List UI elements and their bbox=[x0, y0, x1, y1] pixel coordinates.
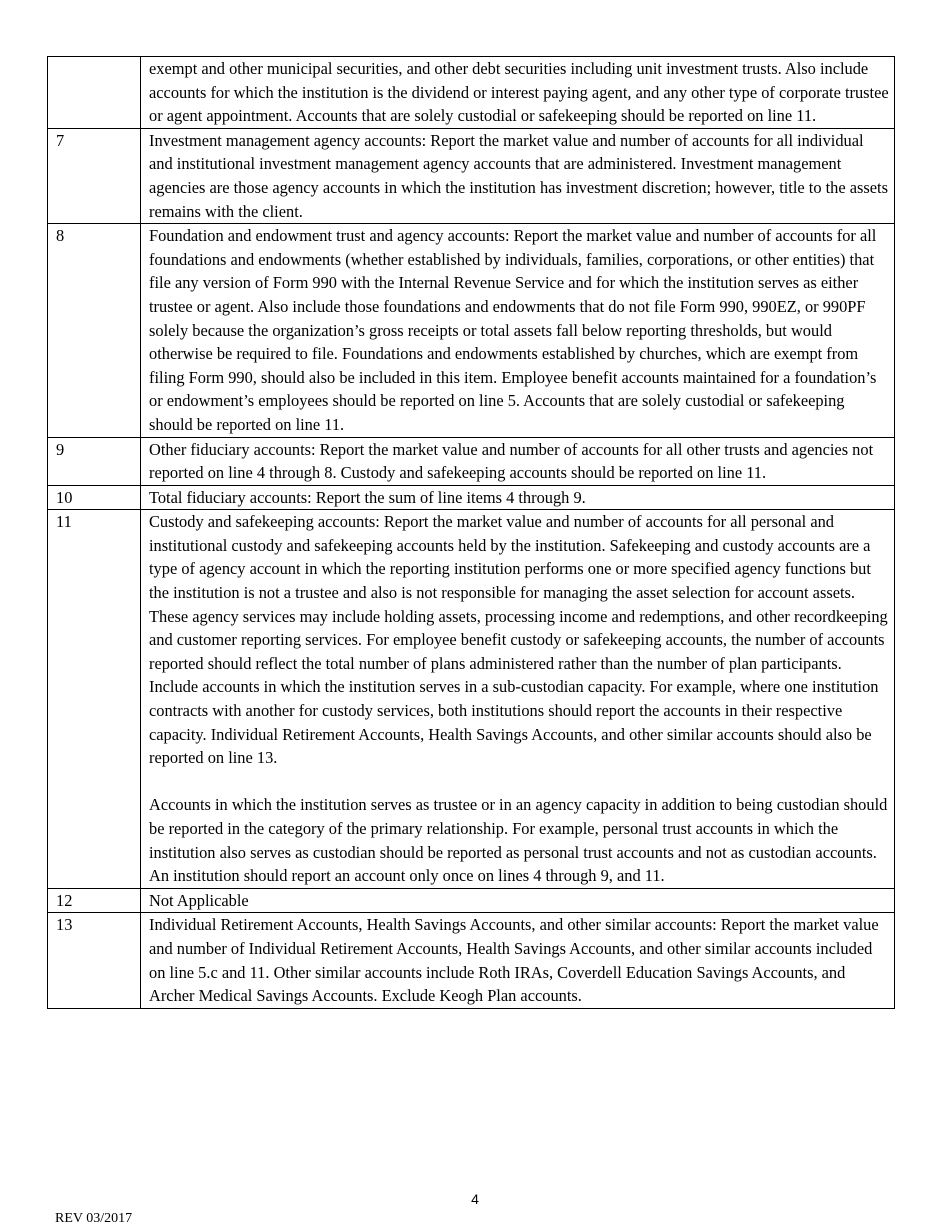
table-row bbox=[48, 485, 895, 510]
line-number: 11 bbox=[48, 510, 141, 889]
line-number bbox=[48, 57, 141, 129]
line-number: 10 bbox=[48, 485, 141, 510]
line-description bbox=[141, 224, 895, 437]
line-number: 8 bbox=[48, 224, 141, 437]
instructions-table bbox=[47, 56, 895, 1009]
line-number: 12 bbox=[48, 888, 141, 913]
line-description bbox=[141, 485, 895, 510]
description-paragraph: Foundation and endowment trust and agency accounts: Report the market value and number of accounts for all foundations and endowments (whether established by individuals, families, corporations, or other entities) that file any version of Form 990 with the Internal Revenue Service and for which the institution serves as either trustee or agent. Also include those foundations and endowments that do not file Form 990, 990EZ, or 990PF solely because the organization’s gross receipts or total assets fall below reporting thresholds, but would otherwise be required to file. Foundations and endowments established by churches, which are exempt from filing Form 990, should also be included in this item. Employee benefit accounts maintained for a foundation’s or endowment’s employees should be reported on line 5. Accounts that are solely custodial or safekeeping should be reported on line 11. bbox=[149, 226, 877, 434]
description-paragraph: Investment management agency accounts: Report the market value and number of accounts for all individual and institutional investment management agency accounts that are administered. Investment management agencies are those agency accounts in which the institution has investment discretion; however, title to the assets remains with the client. bbox=[149, 130, 888, 221]
description-paragraph: Other fiduciary accounts: Report the market value and number of accounts for all other trusts and agencies not reported on line 4 through 8. Custody and safekeeping accounts should be reported on line 11. bbox=[149, 439, 874, 483]
table-row bbox=[48, 128, 895, 223]
paragraph-gap bbox=[149, 770, 890, 794]
table-row bbox=[48, 510, 895, 889]
description-paragraph: Custody and safekeeping accounts: Report the market value and number of accounts for all personal and institutional custody and safekeeping accounts held by the institution. Safekeeping and custody accounts are a type of agency account in which the reporting institution performs one or more specified agency functions but the institution is not a trustee and also is not responsible for managing the asset selection for account assets. These agency services may include holding assets, processing income and redemptions, and other recordkeeping and customer reporting services. For employee benefit custody or safekeeping accounts, the number of accounts reported should reflect the total number of plans administered rather than the number of plan participants. Include accounts in which the institution serves in a sub-custodian capacity. For example, where one institution contracts with another for custody services, both institutions should report the accounts in their respective capacity. Individual Retirement Accounts, Health Savings Accounts, and other similar accounts should also be reported on line 13. bbox=[149, 512, 888, 768]
line-number: 13 bbox=[48, 913, 141, 1008]
line-description bbox=[141, 913, 895, 1008]
line-description bbox=[141, 437, 895, 485]
line-description bbox=[141, 888, 895, 913]
description-paragraph: Total fiduciary accounts: Report the sum of line items 4 through 9. bbox=[149, 487, 586, 507]
description-paragraph: Individual Retirement Accounts, Health Savings Accounts, and other similar accounts: Report the market value and number of Individual Retirement Accounts, Health Savings Accounts, and other similar accounts included on line 5.c and 11. Other similar accounts include Roth IRAs, Coverdell Education Savings Accounts, and Archer Medical Savings Accounts. Exclude Keogh Plan accounts. bbox=[149, 915, 879, 1006]
description-paragraph: Not Applicable bbox=[149, 890, 249, 910]
page-number: 4 bbox=[471, 1191, 479, 1207]
table-row bbox=[48, 913, 895, 1008]
instructions-table-body bbox=[48, 57, 895, 1009]
table-row bbox=[48, 224, 895, 437]
table-row bbox=[48, 437, 895, 485]
line-description bbox=[141, 510, 895, 889]
table-row bbox=[48, 888, 895, 913]
revision-footer: REV 03/2017 bbox=[55, 1211, 133, 1226]
description-paragraph: Accounts in which the institution serves as trustee or in an agency capacity in addition to being custodian should be reported in the category of the primary relationship. For example, personal trust accounts in which the institution also serves as custodian should be reported as personal trust accounts and not as custodian accounts. An institution should report an account only once on lines 4 through 9, and 11. bbox=[149, 795, 888, 886]
table-row bbox=[48, 57, 895, 129]
line-number: 9 bbox=[48, 437, 141, 485]
line-description bbox=[141, 57, 895, 129]
line-description bbox=[141, 128, 895, 223]
description-paragraph: exempt and other municipal securities, and other debt securities including unit investment trusts. Also include accounts for which the institution is the dividend or interest paying agent, and any other type of corporate trustee or agent appointment. Accounts that are solely custodial or safekeeping should be reported on line 11. bbox=[149, 59, 889, 126]
line-number: 7 bbox=[48, 128, 141, 223]
